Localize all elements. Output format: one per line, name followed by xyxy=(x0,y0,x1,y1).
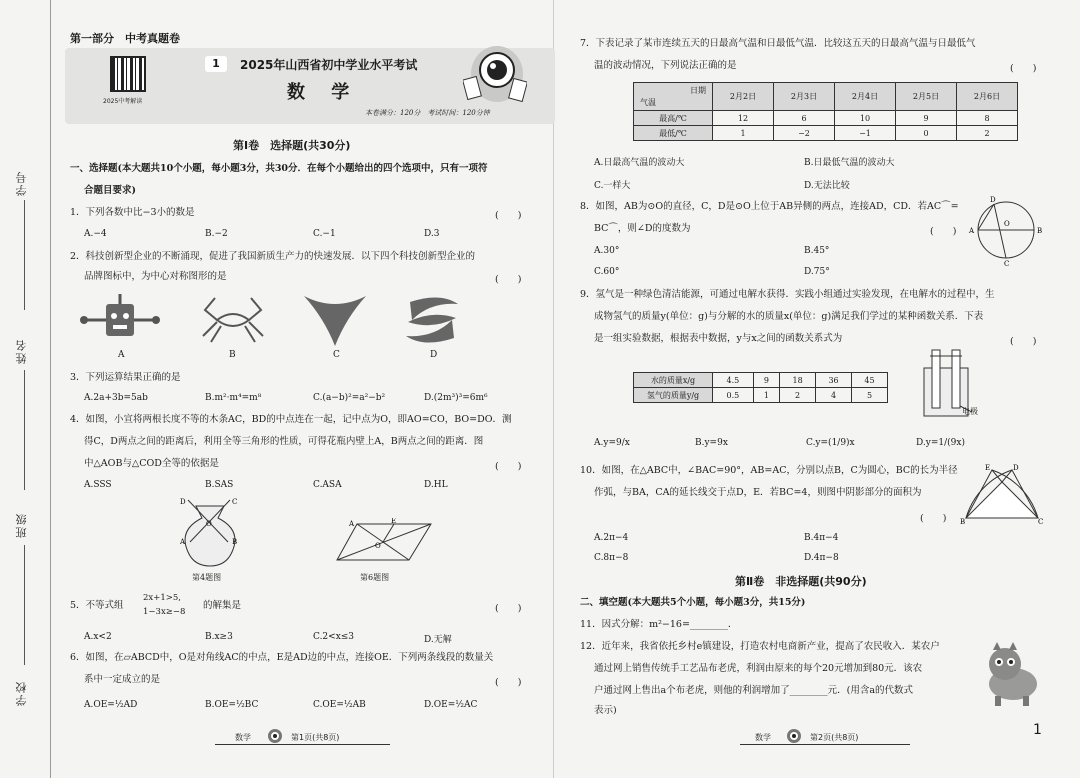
q4-option-b[interactable]: B.SAS xyxy=(205,480,234,490)
q10-stem-cont: 作弧，与BA，CA的延长线交于点D，E．若BC=4，则图中阴影部分的面积为 xyxy=(594,487,922,498)
q4-answer-bracket[interactable]: ( ) xyxy=(495,461,522,472)
qr-code-icon[interactable] xyxy=(110,56,146,92)
q7-stem: 7．下表记录了某市连续五天的日最高气温和日最低气温．比较这五天的日最高气温与日最低气 xyxy=(580,38,976,49)
q10-option-d[interactable]: D.4π−8 xyxy=(804,553,839,563)
svg-text:E: E xyxy=(391,518,397,525)
q9-table-cell: 2 xyxy=(780,388,816,403)
q7-table-cell: 8 xyxy=(957,111,1018,126)
q9-stem-cont2: 是一组实验数据，根据表中数据，y与x之间的函数关系式为 xyxy=(594,333,843,344)
binding-margin xyxy=(0,0,51,778)
q9-table-cell: 0.5 xyxy=(713,388,754,403)
q7-table-cell: 0 xyxy=(896,126,957,141)
svg-text:B: B xyxy=(960,518,966,526)
q8-stem: 8．如图，AB为⊙O的直径，C，D是⊙O上位于AB异侧的两点，连接AD，CD．若AC⌒= xyxy=(580,201,959,212)
q9-table-cell: 4 xyxy=(816,388,852,403)
q6-stem: 6．如图，在▱ABCD中，O是对角线AC的中点，E是AD边的中点，连接OE．下列两条线段的数量关 xyxy=(70,652,494,663)
class-line xyxy=(24,545,25,665)
exam-meta: 本卷满分：120分 考试时间：120分钟 xyxy=(365,109,490,117)
q9-stem-cont: 成物氢气的质量y(单位：g)与分解的水的质量x(单位：g)满足我们学过的某种函数关系．下表 xyxy=(594,311,984,322)
q10-option-a[interactable]: A.2π−4 xyxy=(594,533,629,543)
q9-table-cell: 9 xyxy=(753,373,779,388)
part1-title: 第Ⅰ卷 选择题(共30分) xyxy=(233,139,351,152)
q6-answer-bracket[interactable]: ( ) xyxy=(495,677,522,688)
q7-stem-cont: 温的波动情况，下列说法正确的是 xyxy=(594,60,737,71)
q1-option-a[interactable]: A.−4 xyxy=(84,229,107,239)
q9-table-cell: 18 xyxy=(780,373,816,388)
svg-text:E: E xyxy=(985,464,991,472)
q3-option-b[interactable]: B.m²·m⁴=m⁸ xyxy=(205,393,262,403)
q4-stem-cont2: 中△AOB与△COD全等的依据是 xyxy=(84,458,219,469)
q1-option-d[interactable]: D.3 xyxy=(424,229,440,239)
q4-option-c[interactable]: C.ASA xyxy=(313,480,342,490)
q5-system-line2: 1−3x≥−8 xyxy=(143,607,186,617)
q7-table-date: 2月5日 xyxy=(896,83,957,111)
q4-stem-cont: 得C，D两点之间的距离后，利用全等三角形的性质，可得花瓶内壁上A，B两点之间的距离．图 xyxy=(84,436,484,447)
q9-option-d[interactable]: D.y=1/(9x) xyxy=(916,438,965,448)
q9-answer-bracket[interactable]: ( ) xyxy=(1010,336,1037,347)
svg-text:B: B xyxy=(1037,227,1043,235)
parallelogram-figure xyxy=(335,518,435,566)
footer-eye-icon xyxy=(786,728,802,744)
q8-stem-cont: BC⌒，则∠D的度数为 xyxy=(594,223,691,234)
q7-table-cell: 9 xyxy=(896,111,957,126)
q7-table-cell: 2 xyxy=(957,126,1018,141)
q7-table-row-label: 最高/℃ xyxy=(634,111,713,126)
q12-stem: 12．近年来，我省依托乡村e镇建设，打造农村电商新产业，提高了农民收入．某农户 xyxy=(580,641,940,652)
fig6-caption: 第6题图 xyxy=(360,573,390,582)
q9-stem: 9．氢气是一种绿色清洁能源，可通过电解水获得．实践小组通过实验发现，在电解水的过程中，生 xyxy=(580,289,995,300)
swirl-logo-icon[interactable] xyxy=(400,292,464,348)
q2-stem: 2．科技创新型企业的不断涌现，促进了我国新质生产力的快速发展．以下四个科技创新型企业的 xyxy=(70,251,476,262)
svg-text:B: B xyxy=(232,538,238,546)
right-footer-page: 第2页(共8页) xyxy=(810,733,859,742)
vase-figure xyxy=(170,496,250,572)
q12-stem-cont: 通过网上销售传统手工艺品布老虎，利润由原来的每个20元增加到80元．该农 xyxy=(594,663,923,674)
robot-logo-icon[interactable] xyxy=(80,292,160,348)
q2-option-b[interactable]: B xyxy=(229,350,236,360)
part1-instruction: 一、选择题(本大题共10个小题，每小题3分，共30分．在每个小题给出的四个选项中，只有一项符 xyxy=(70,163,488,174)
q1-option-b[interactable]: B.−2 xyxy=(205,229,228,239)
svg-text:D: D xyxy=(1013,464,1019,472)
crab-logo-icon[interactable] xyxy=(195,292,271,348)
q7-temperature-table xyxy=(633,82,1018,141)
school-label: 学校 xyxy=(15,680,28,706)
q7-table-cell: −2 xyxy=(774,126,835,141)
right-footer-rule xyxy=(740,744,910,745)
q8-option-a[interactable]: A.30° xyxy=(594,246,620,256)
q9-table-cell: 45 xyxy=(852,373,888,388)
q10-option-b[interactable]: B.4π−4 xyxy=(804,533,839,543)
q12-stem-cont3: 表示) xyxy=(594,705,617,716)
q1-answer-bracket[interactable]: ( ) xyxy=(495,210,522,221)
q5-answer-bracket[interactable]: ( ) xyxy=(495,603,522,614)
left-footer-subject: 数学 xyxy=(235,733,251,742)
svg-text:O: O xyxy=(375,542,381,550)
arc-triangle-figure xyxy=(960,462,1044,526)
svg-text:O: O xyxy=(206,520,212,528)
q9-table-cell: 1 xyxy=(753,388,779,403)
student-id-label: 学号 xyxy=(15,170,28,196)
q7-table-date: 2月3日 xyxy=(774,83,835,111)
q8-option-c[interactable]: C.60° xyxy=(594,267,620,277)
q7-answer-bracket[interactable]: ( ) xyxy=(1010,63,1037,74)
q7-table-row-label: 最低/℃ xyxy=(634,126,713,141)
q5-system-line1: 2x+1>5, xyxy=(143,593,181,603)
q3-option-c[interactable]: C.(a−b)²=a²−b² xyxy=(313,393,386,403)
q6-stem-cont: 系中一定成立的是 xyxy=(84,674,161,685)
qr-caption: 2025中考解读 xyxy=(103,98,143,105)
q3-option-d[interactable]: D.(2m³)³=6m⁶ xyxy=(424,393,488,403)
q9-option-b[interactable]: B.y=9x xyxy=(695,438,728,448)
q9-table-cell: 5 xyxy=(852,388,888,403)
q4-stem: 4．如图，小宣将两根长度不等的木条AC，BD的中点连在一起，记中点为O，即AO=CO，BO=DO．测 xyxy=(70,414,512,425)
q4-option-a[interactable]: A.SSS xyxy=(84,480,112,490)
left-footer-page: 第1页(共8页) xyxy=(291,733,340,742)
q7-table-date: 2月2日 xyxy=(713,83,774,111)
q2-answer-bracket[interactable]: ( ) xyxy=(495,274,522,285)
circle-figure xyxy=(968,196,1046,266)
part1-instruction-cont: 合题目要求) xyxy=(84,185,136,196)
q5-stem-pre: 5．不等式组 xyxy=(70,600,124,611)
right-footer-subject: 数学 xyxy=(755,733,771,742)
q1-stem: 1．下列各数中比−3小的数是 xyxy=(70,207,195,218)
q7-option-a[interactable]: A.日最高气温的波动大 xyxy=(594,158,685,168)
svg-text:A: A xyxy=(969,227,975,235)
q7-table-cell: 1 xyxy=(713,126,774,141)
svg-text:A: A xyxy=(180,538,186,546)
svg-text:O: O xyxy=(1004,220,1010,228)
q2-option-a[interactable]: A xyxy=(118,350,125,360)
q9-hydrogen-table xyxy=(633,372,888,403)
q9-table-row-label: 氢气的质量y/g xyxy=(634,388,713,403)
q7-option-b[interactable]: B.日最低气温的波动大 xyxy=(804,158,895,168)
q9-option-a[interactable]: A.y=9/x xyxy=(594,438,630,448)
q12-stem-cont2: 户通过网上售出a个布老虎，则他的利润增加了________元．(用含a的代数式 xyxy=(594,685,914,696)
left-page xyxy=(55,0,565,778)
exam-banner xyxy=(65,48,555,124)
svg-text:C: C xyxy=(1038,518,1044,526)
exam-number: 1 xyxy=(205,56,227,72)
q5-option-c[interactable]: C.2<x≤3 xyxy=(313,632,355,642)
q6-option-a[interactable]: A.OE=½AD xyxy=(84,700,138,710)
q2-option-c[interactable]: C xyxy=(333,350,340,360)
q7-table-date: 2月6日 xyxy=(957,83,1018,111)
q7-table-corner-top: 日期 xyxy=(690,86,706,95)
q7-option-c[interactable]: C.一样大 xyxy=(594,181,631,191)
q7-table-cell: 10 xyxy=(835,111,896,126)
q10-option-c[interactable]: C.8π−8 xyxy=(594,553,629,563)
q7-table-cell: 12 xyxy=(713,111,774,126)
q9-table-cell: 36 xyxy=(816,373,852,388)
q5-stem-post: 的解集是 xyxy=(203,600,242,611)
q5-option-d[interactable]: D.无解 xyxy=(424,635,452,645)
q4-option-d[interactable]: D.HL xyxy=(424,480,448,490)
footer-eye-icon xyxy=(267,728,283,744)
q5-option-b[interactable]: B.x≥3 xyxy=(205,632,233,642)
q1-option-c[interactable]: C.−1 xyxy=(313,229,336,239)
q6-option-c[interactable]: C.OE=½AB xyxy=(313,700,366,710)
right-page xyxy=(570,0,1080,778)
q7-table-cell: −1 xyxy=(835,126,896,141)
name-label: 姓名 xyxy=(15,338,28,364)
q11-stem: 11．因式分解：m²−16=________． xyxy=(580,619,738,630)
svg-text:C: C xyxy=(1004,260,1010,266)
q9-table-row-label: 水的质量x/g xyxy=(634,373,713,388)
student-id-line xyxy=(24,200,25,310)
svg-text:A: A xyxy=(349,520,355,528)
q6-option-b[interactable]: B.OE=½BC xyxy=(205,700,259,710)
tri-curve-logo-icon[interactable] xyxy=(300,292,370,348)
exam-title: 2025年山西省初中学业水平考试 xyxy=(240,58,418,72)
part2-instruction: 二、填空题(本大题共5个小题，每小题3分，共15分) xyxy=(580,597,806,608)
left-footer-rule xyxy=(215,744,390,745)
svg-text:C: C xyxy=(232,498,238,506)
q8-answer-bracket[interactable]: ( ) xyxy=(930,226,957,237)
electrode-label: 电极 xyxy=(962,407,978,416)
q5-option-a[interactable]: A.x<2 xyxy=(84,632,112,642)
q9-table-cell: 4.5 xyxy=(713,373,754,388)
q6-option-d[interactable]: D.OE=½AC xyxy=(424,700,478,710)
q10-stem: 10．如图，在△ABC中，∠BAC=90°，AB=AC，分别以点B，C为圆心，BC的长为半径 xyxy=(580,465,958,476)
fig4-caption: 第4题图 xyxy=(192,573,222,582)
q7-table-corner-bottom: 气温 xyxy=(640,98,656,107)
q3-option-a[interactable]: A.2a+3b=5ab xyxy=(84,393,148,403)
q7-option-d[interactable]: D.无法比较 xyxy=(804,181,850,191)
q8-option-b[interactable]: B.45° xyxy=(804,246,830,256)
cloth-tiger-icon xyxy=(985,640,1041,708)
name-line xyxy=(24,370,25,490)
q7-table-date: 2月4日 xyxy=(835,83,896,111)
mascot-icon xyxy=(463,40,527,112)
q7-table-cell: 6 xyxy=(774,111,835,126)
svg-text:D: D xyxy=(180,498,186,506)
q3-stem: 3．下列运算结果正确的是 xyxy=(70,372,181,383)
part2-title: 第Ⅱ卷 非选择题(共90分) xyxy=(735,575,867,588)
sheet-number: 1 xyxy=(1033,722,1042,738)
class-label: 班级 xyxy=(15,512,28,538)
q7-table-corner xyxy=(634,83,713,111)
subject-title: 数 学 xyxy=(287,82,360,103)
svg-text:D: D xyxy=(990,196,996,204)
q2-stem-cont: 品牌图标中，为中心对称图形的是 xyxy=(84,271,227,282)
q10-answer-bracket[interactable]: ( ) xyxy=(920,513,947,524)
q8-option-d[interactable]: D.75° xyxy=(804,267,830,277)
section-heading: 第一部分 中考真题卷 xyxy=(70,32,180,45)
q2-option-d[interactable]: D xyxy=(430,350,438,360)
q9-option-c[interactable]: C.y=(1/9)x xyxy=(806,438,855,448)
